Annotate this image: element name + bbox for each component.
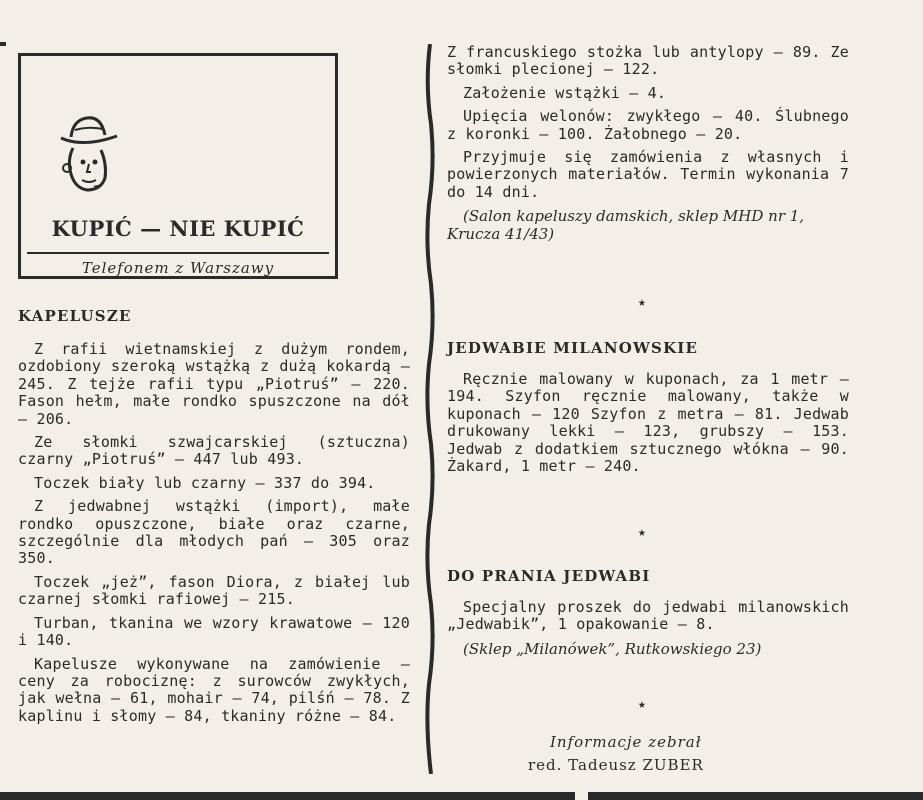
paragraph: Kapelusze wykonywane na zamówienie — ceny za robociznę: z surowców zwykłych, jak wełna — 61, mohair — 74, pilśń — 78. Z kaplinu i słomy — 84, tkaniny różne — 84. xyxy=(18,654,410,725)
signature-author: red. Tadeusz ZUBER xyxy=(528,756,704,774)
paragraph: Toczek „jeż”, fason Diora, z białej lub czarnej słomki rafiowej — 215. xyxy=(18,572,410,609)
divider xyxy=(27,252,329,254)
source-note: (Salon kapeluszy damskich, sklep MHD nr 1, Krucza 41/43) xyxy=(447,207,805,244)
column-header-box xyxy=(18,53,338,279)
paragraph: Specjalny proszek do jedwabi milanowskich „Jedwabik”, 1 opakowanie — 8. xyxy=(447,598,849,634)
star-separator: ★ xyxy=(638,697,646,712)
source-note: (Sklep „Milanówek”, Rutkowskiego 23) xyxy=(463,639,762,658)
star-separator: ★ xyxy=(638,525,646,540)
paragraph: Turban, tkanina we wzory krawatowe — 120 i 140. xyxy=(18,613,410,650)
paragraph: Z francuskiego stożka lub antylopy — 89. Ze słomki plecionej — 122. xyxy=(447,43,849,79)
top-rule xyxy=(0,42,6,46)
paragraph: Toczek biały lub czarny — 337 do 394. xyxy=(34,473,376,492)
column-subtitle: Telefonem z Warszawy xyxy=(81,259,275,277)
paragraph: Przyjmuje się zamówienia z własnych i powierzonych materiałów. Termin wykonania 7 do 14 dni. xyxy=(447,148,849,201)
column-divider xyxy=(423,44,437,774)
section-heading-silk: JEDWABIE MILANOWSKIE xyxy=(447,339,699,357)
washing-section xyxy=(447,567,849,658)
paragraph: Z jedwabnej wstążki (import), małe rondko opuszczone, białe oraz czarne, szczególnie dla młodych pań — 305 oraz 350. xyxy=(18,497,410,568)
star-separator: ★ xyxy=(638,295,646,310)
paragraph: Założenie wstążki — 4. xyxy=(463,83,667,102)
paragraph: Ręcznie malowany w kuponach, za 1 metr — 194. Szyfon ręcznie malowany, także w kuponach — 120 Szyfon z metra — 81. Jedwab drukowany lekki — 123, grubszy — 153. Jedwab z dodatkiem sztucznego włókna — 90. Żakard, 1 metr — 240. xyxy=(447,370,849,476)
silk-section xyxy=(447,339,849,481)
signature-line: Informacje zebrał xyxy=(550,733,702,751)
paragraph: Ze słomki szwajcarskiej (sztuczna) czarny „Piotruś” — 447 lub 493. xyxy=(18,433,410,469)
section-heading-hats: KAPELUSZE xyxy=(18,307,132,325)
bottom-rule xyxy=(0,790,923,800)
column-title: KUPIĆ — NIE KUPIĆ xyxy=(51,216,305,241)
right-column xyxy=(447,44,849,243)
paragraph: Z rafii wietnamskiej z dużym rondem, ozdobiony szeroką wstążką z dużą kokardą — 245. Z tejże rafii typu „Piotruś” — 220. Fason hełm, małe rondko spuszczone na dół — 206. xyxy=(18,340,410,428)
left-column xyxy=(18,307,410,731)
paragraph: Upięcia welonów: zwykłego — 40. Ślubnego z koronki — 100. Żałobnego — 20. xyxy=(447,107,849,143)
hat-man-icon xyxy=(53,108,123,198)
section-heading-washing: DO PRANIA JEDWABI xyxy=(447,567,651,585)
